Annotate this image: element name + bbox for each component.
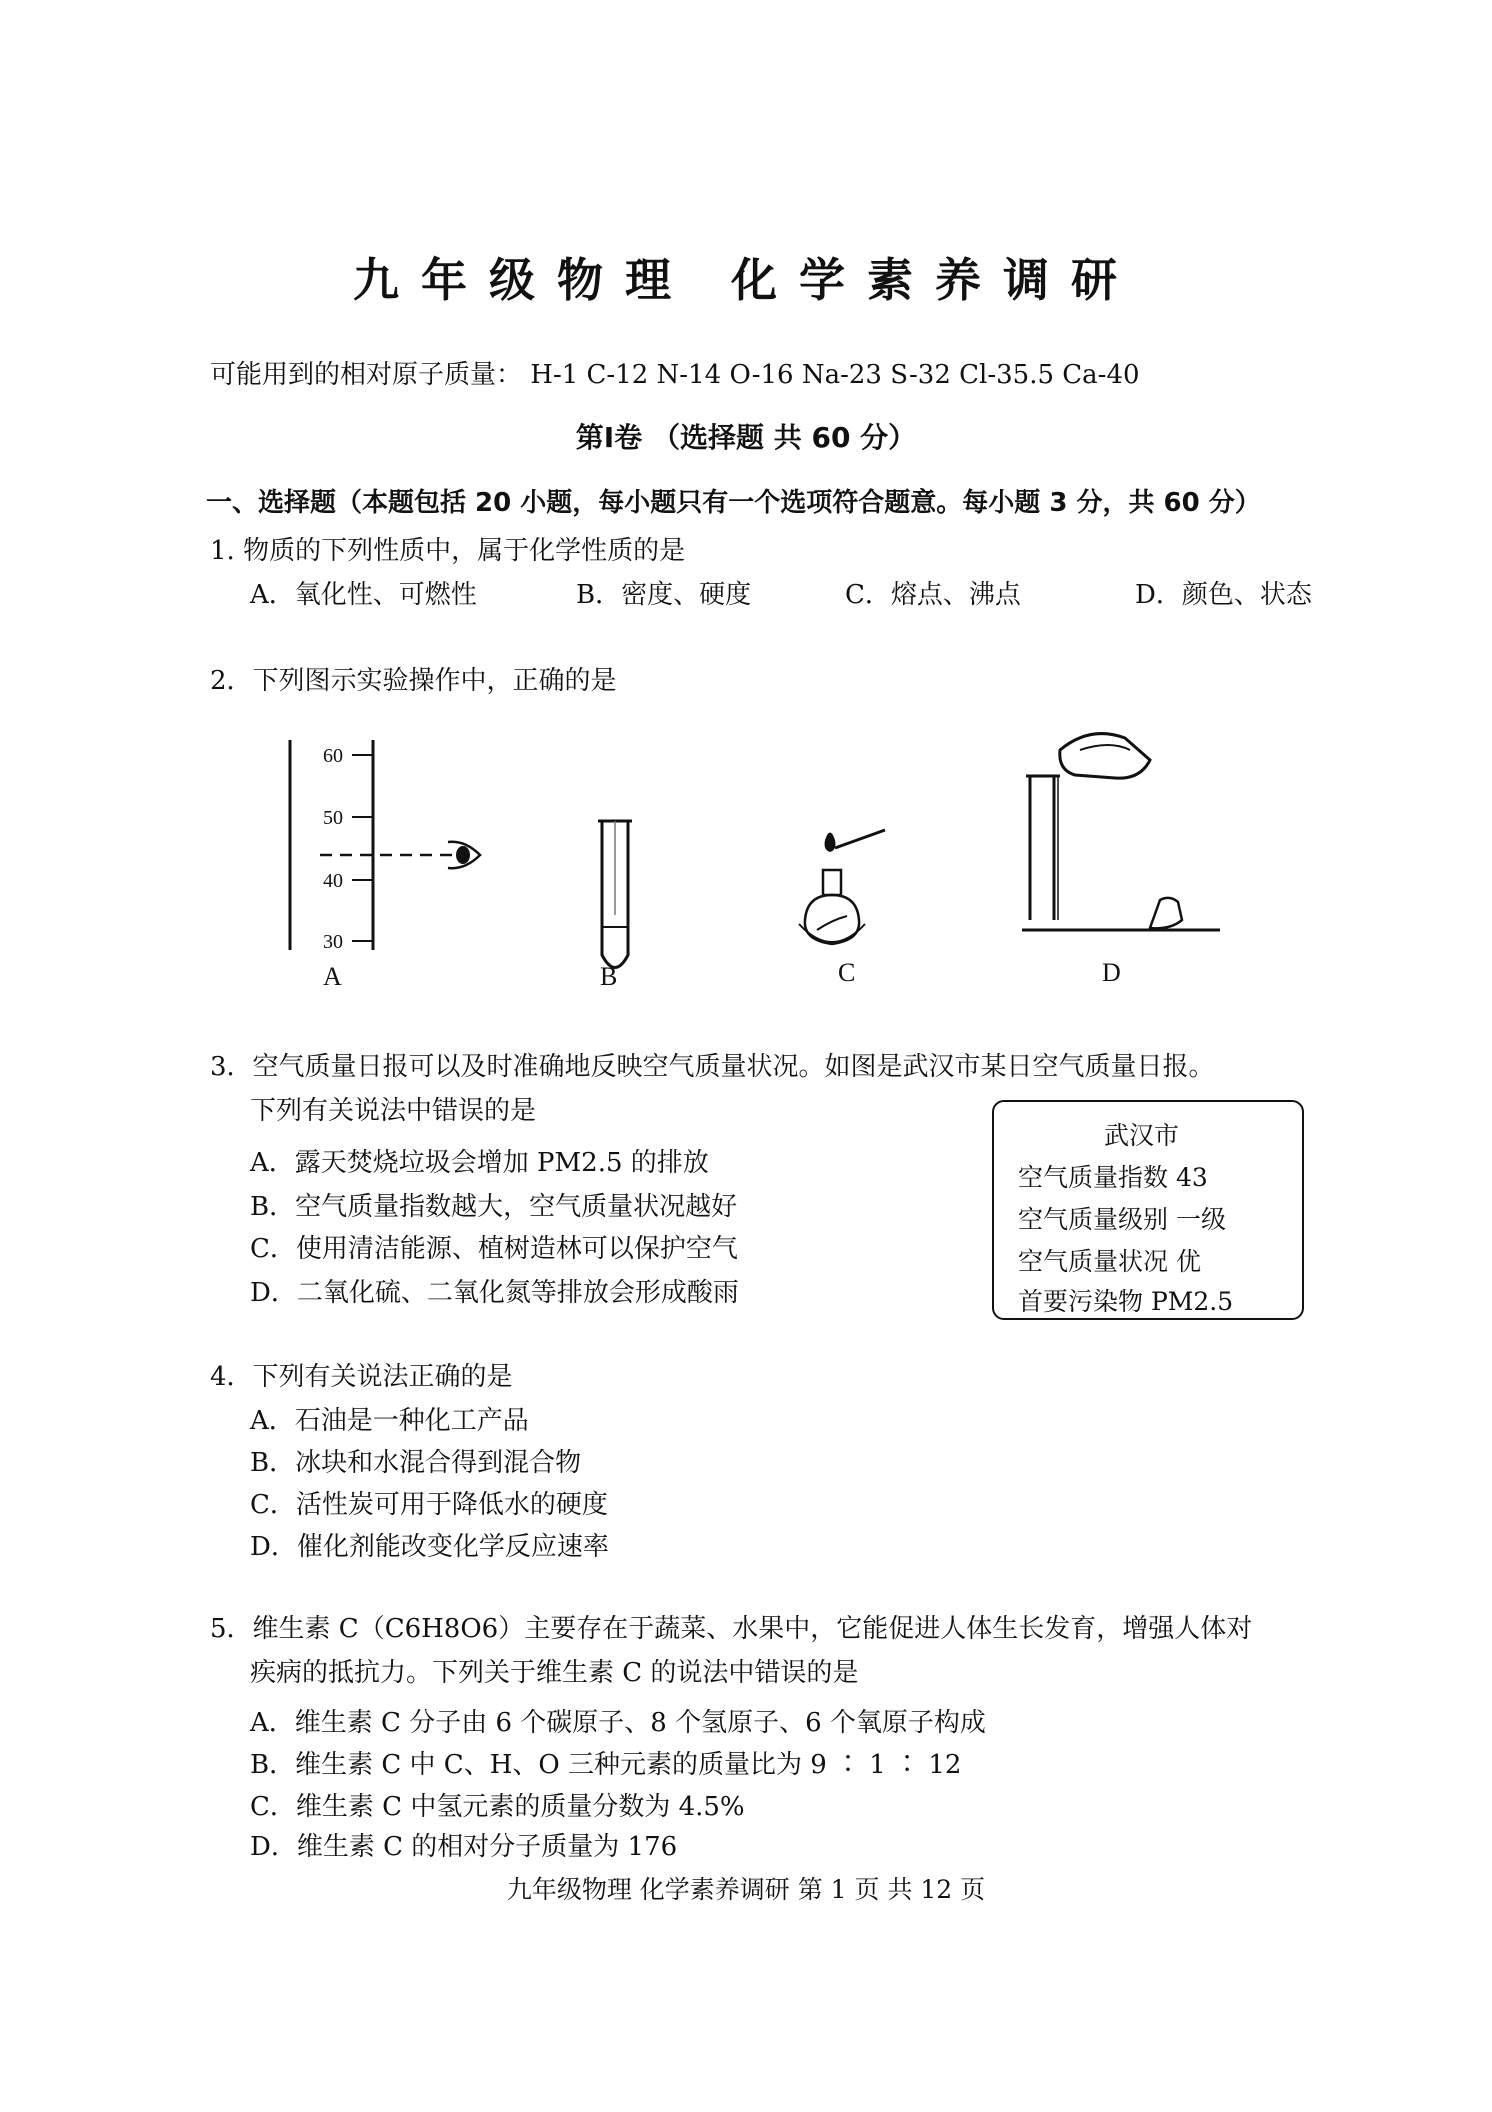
figure-label-d: D: [1102, 958, 1121, 987]
report-index: 空气质量指数 43: [1018, 1163, 1208, 1192]
question-3-stem-line1: 3．空气质量日报可以及时准确地反映空气质量状况。如图是武汉市某日空气质量日报。: [210, 1052, 1215, 1082]
question-5-option-d: D．维生素 C 的相对分子质量为 176: [250, 1832, 678, 1862]
figure-label-c: C: [838, 958, 856, 987]
page-title: 九年级物理 化学素养调研: [352, 253, 1139, 307]
question-5-stem-line1: 5．维生素 C（C6H8O6）主要存在于蔬菜、水果中，它能促进人体生长发育，增强人体对: [210, 1614, 1253, 1644]
question-4-option-c: C．活性炭可用于降低水的硬度: [250, 1490, 608, 1520]
tick-60: 60: [323, 745, 343, 767]
figure-b-test-tube: [590, 815, 640, 985]
question-4-stem: 4．下列有关说法正确的是: [210, 1362, 513, 1392]
question-1-option-b: B．密度、硬度: [576, 580, 752, 610]
question-1-option-c: C．熔点、沸点: [845, 580, 1021, 610]
question-3-option-a: A．露天焚烧垃圾会增加 PM2.5 的排放: [250, 1148, 709, 1178]
section-title: 第Ⅰ卷 （选择题 共 60 分）: [575, 421, 917, 454]
report-pollutant: 首要污染物 PM2.5: [1018, 1287, 1234, 1316]
report-level: 空气质量级别 一级: [1018, 1205, 1226, 1234]
atomic-masses: 可能用到的相对原子质量： H-1 C-12 N-14 O-16 Na-23 S-32 Cl-35.5 Ca-40: [210, 360, 1140, 390]
question-1-stem: 1. 物质的下列性质中，属于化学性质的是: [210, 536, 686, 566]
figure-label-a: A: [323, 962, 342, 991]
page-footer: 九年级物理 化学素养调研 第 1 页 共 12 页: [506, 1875, 986, 1904]
figure-d-pouring-liquid: [1020, 720, 1220, 940]
question-5-option-c: C．维生素 C 中氢元素的质量分数为 4.5%: [250, 1792, 745, 1822]
question-5-stem-line2: 疾病的抵抗力。下列关于维生素 C 的说法中错误的是: [250, 1658, 859, 1688]
report-city: 武汉市: [1104, 1121, 1180, 1150]
question-1-option-d: D．颜色、状态: [1135, 580, 1312, 610]
tick-50: 50: [323, 807, 343, 829]
question-4-option-d: D．催化剂能改变化学反应速率: [250, 1532, 609, 1562]
question-3-option-c: C．使用清洁能源、植树造林可以保护空气: [250, 1234, 738, 1264]
figure-c-alcohol-lamp: [795, 820, 905, 970]
question-3-option-b: B．空气质量指数越大，空气质量状况越好: [250, 1192, 738, 1222]
figure-label-b: B: [600, 962, 618, 991]
question-4-option-b: B．冰块和水混合得到混合物: [250, 1448, 582, 1478]
question-3-option-d: D．二氧化硫、二氧化氮等排放会形成酸雨: [250, 1278, 739, 1308]
question-4-option-a: A．石油是一种化工产品: [250, 1406, 529, 1436]
question-2-stem: 2．下列图示实验操作中，正确的是: [210, 666, 617, 696]
question-1-option-a: A．氧化性、可燃性: [250, 580, 477, 610]
tick-30: 30: [323, 931, 343, 953]
question-5-option-a: A．维生素 C 分子由 6 个碳原子、8 个氢原子、6 个氧原子构成: [250, 1708, 986, 1738]
tick-40: 40: [323, 870, 343, 892]
question-5-option-b: B．维生素 C 中 C、H、O 三种元素的质量比为 9 ∶ 1 ∶ 12: [250, 1750, 962, 1780]
figure-a-cylinder-reading: [280, 730, 500, 960]
part-title: 一、选择题（本题包括 20 小题，每小题只有一个选项符合题意。每小题 3 分，共 60 分）: [206, 488, 1261, 518]
air-quality-report: [992, 1100, 1304, 1320]
report-status: 空气质量状况 优: [1018, 1247, 1201, 1276]
question-3-stem-line2: 下列有关说法中错误的是: [250, 1096, 537, 1126]
